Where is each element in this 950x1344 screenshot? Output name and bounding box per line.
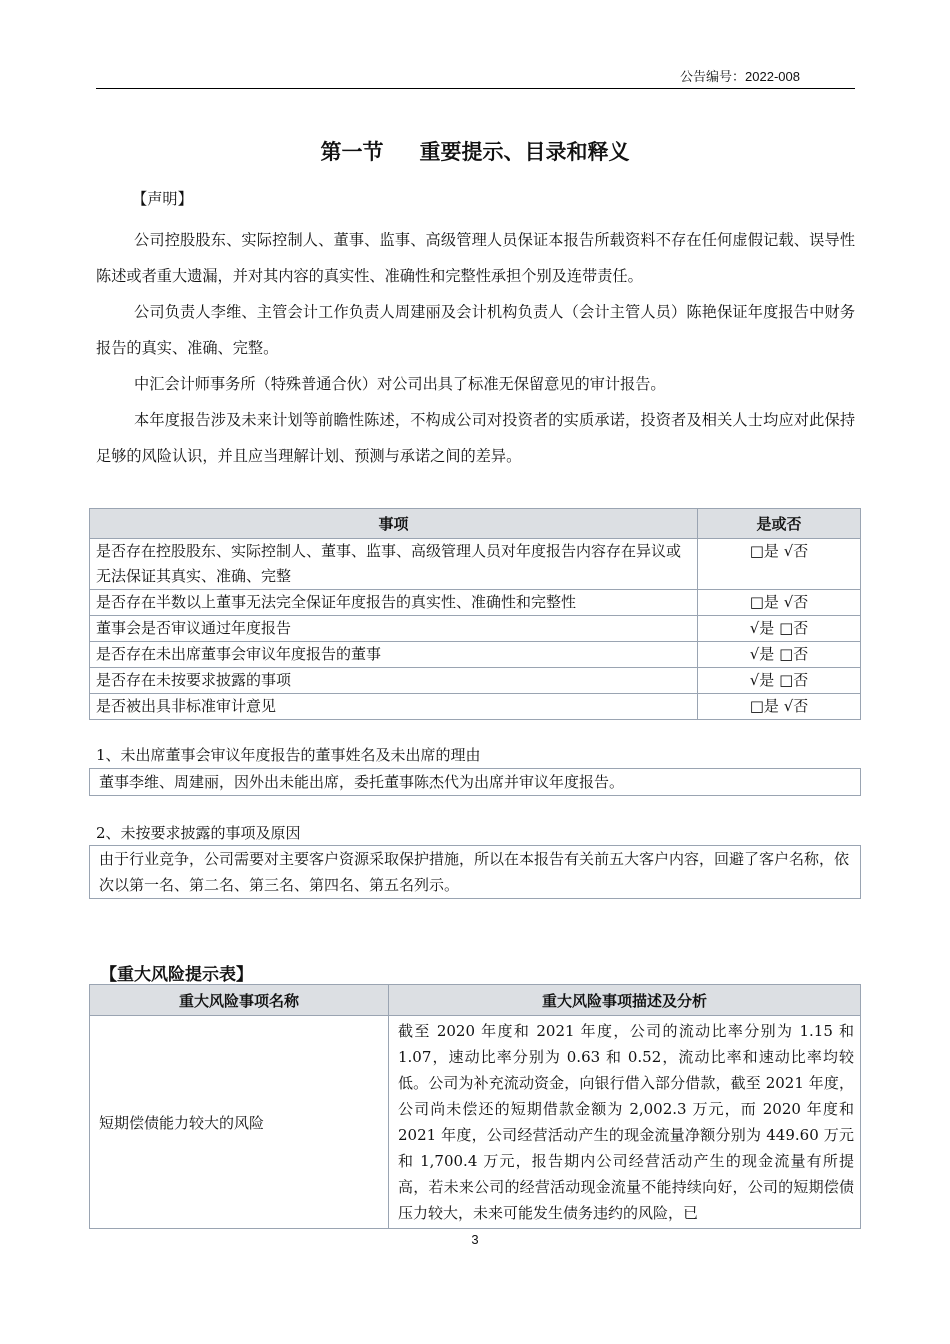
table-header-row <box>90 985 861 1016</box>
risk-name: 短期偿债能力较大的风险 <box>90 1016 389 1229</box>
header-divider <box>96 88 855 89</box>
risk-description: 截至 2020 年度和 2021 年度，公司的流动比率分别为 1.15 和 1.07，速动比率分别为 0.63 和 0.52，流动比率和速动比率均较低。公司为补充流动资金，向银行借入部分借款，截至 2021 年度，公司尚未偿还的短期借款金额为 2,002.3 万元，而 2020 年度和 2021 年度，公司经营活动产生的现金流量净额分别为 449.60 万元和 1,700.4 万元，报告期内公司经营活动产生的现金流量有所提高，若未来公司的经营活动现金流量不能持续向好，公司的短期偿债压力较大，未来可能发生债务违约的风险，已 <box>389 1016 861 1229</box>
risk-table-title: 【重大风险提示表】 <box>100 965 253 984</box>
declaration-body <box>96 222 855 474</box>
column-header-risk-name: 重大风险事项名称 <box>90 985 389 1016</box>
column-header-item: 事项 <box>90 509 698 539</box>
risk-table <box>89 984 861 1229</box>
matter-answer: √是 □否 <box>698 668 861 694</box>
matter-item: 是否存在未出席董事会审议年度报告的董事 <box>90 642 698 668</box>
matter-answer: □是 √否 <box>698 539 861 590</box>
matter-item: 是否存在控股股东、实际控制人、董事、监事、高级管理人员对年度报告内容存在异议或无法保证其真实、准确、完整 <box>90 539 698 590</box>
absent-directors-title: 1、未出席董事会审议年度报告的董事姓名及未出席的理由 <box>96 746 481 764</box>
table-row <box>90 590 861 616</box>
matter-item: 是否存在半数以上董事无法完全保证年度报告的真实性、准确性和完整性 <box>90 590 698 616</box>
table-row <box>90 694 861 720</box>
table-row <box>90 539 861 590</box>
matter-answer: √是 □否 <box>698 642 861 668</box>
table-header-row <box>90 509 861 539</box>
page-number: 3 <box>471 1232 479 1247</box>
undisclosed-box: 由于行业竞争，公司需要对主要客户资源采取保护措施，所以在本报告有关前五大客户内容，回避了客户名称，依次以第一名、第二名、第三名、第四名、第五名列示。 <box>89 845 861 899</box>
declaration-heading: 【声明】 <box>132 190 193 208</box>
section-heading: 重要提示、目录和释义 <box>419 141 630 164</box>
undisclosed-title: 2、未按要求披露的事项及原因 <box>96 824 301 842</box>
matter-answer: □是 √否 <box>698 694 861 720</box>
declaration-paragraph: 公司控股股东、实际控制人、董事、监事、高级管理人员保证本报告所载资料不存在任何虚假记载、误导性陈述或者重大遗漏，并对其内容的真实性、准确性和完整性承担个别及连带责任。 <box>96 231 855 285</box>
declaration-paragraph: 公司负责人李维、主管会计工作负责人周建丽及会计机构负责人（会计主管人员）陈艳保证年度报告中财务报告的真实、准确、完整。 <box>96 303 855 357</box>
matter-item: 是否存在未按要求披露的事项 <box>90 668 698 694</box>
matter-item: 是否被出具非标准审计意见 <box>90 694 698 720</box>
table-row <box>90 642 861 668</box>
matters-table <box>89 508 861 720</box>
absent-directors-box: 董事李维、周建丽，因外出未能出席，委托董事陈杰代为出席并审议年度报告。 <box>89 768 861 796</box>
section-title <box>0 136 950 166</box>
matter-item: 董事会是否审议通过年度报告 <box>90 616 698 642</box>
table-row <box>90 616 861 642</box>
section-label: 第一节 <box>320 141 384 164</box>
announcement-number: 公告编号：2022-008 <box>680 69 800 84</box>
table-row <box>90 668 861 694</box>
matter-answer: √是 □否 <box>698 616 861 642</box>
matter-answer: □是 √否 <box>698 590 861 616</box>
column-header-risk-desc: 重大风险事项描述及分析 <box>389 985 861 1016</box>
declaration-paragraph: 本年度报告涉及未来计划等前瞻性陈述，不构成公司对投资者的实质承诺，投资者及相关人士均应对此保持足够的风险认识，并且应当理解计划、预测与承诺之间的差异。 <box>96 411 855 465</box>
declaration-paragraph: 中汇会计师事务所（特殊普通合伙）对公司出具了标准无保留意见的审计报告。 <box>134 375 666 393</box>
table-row <box>90 1016 861 1229</box>
column-header-answer: 是或否 <box>698 509 861 539</box>
